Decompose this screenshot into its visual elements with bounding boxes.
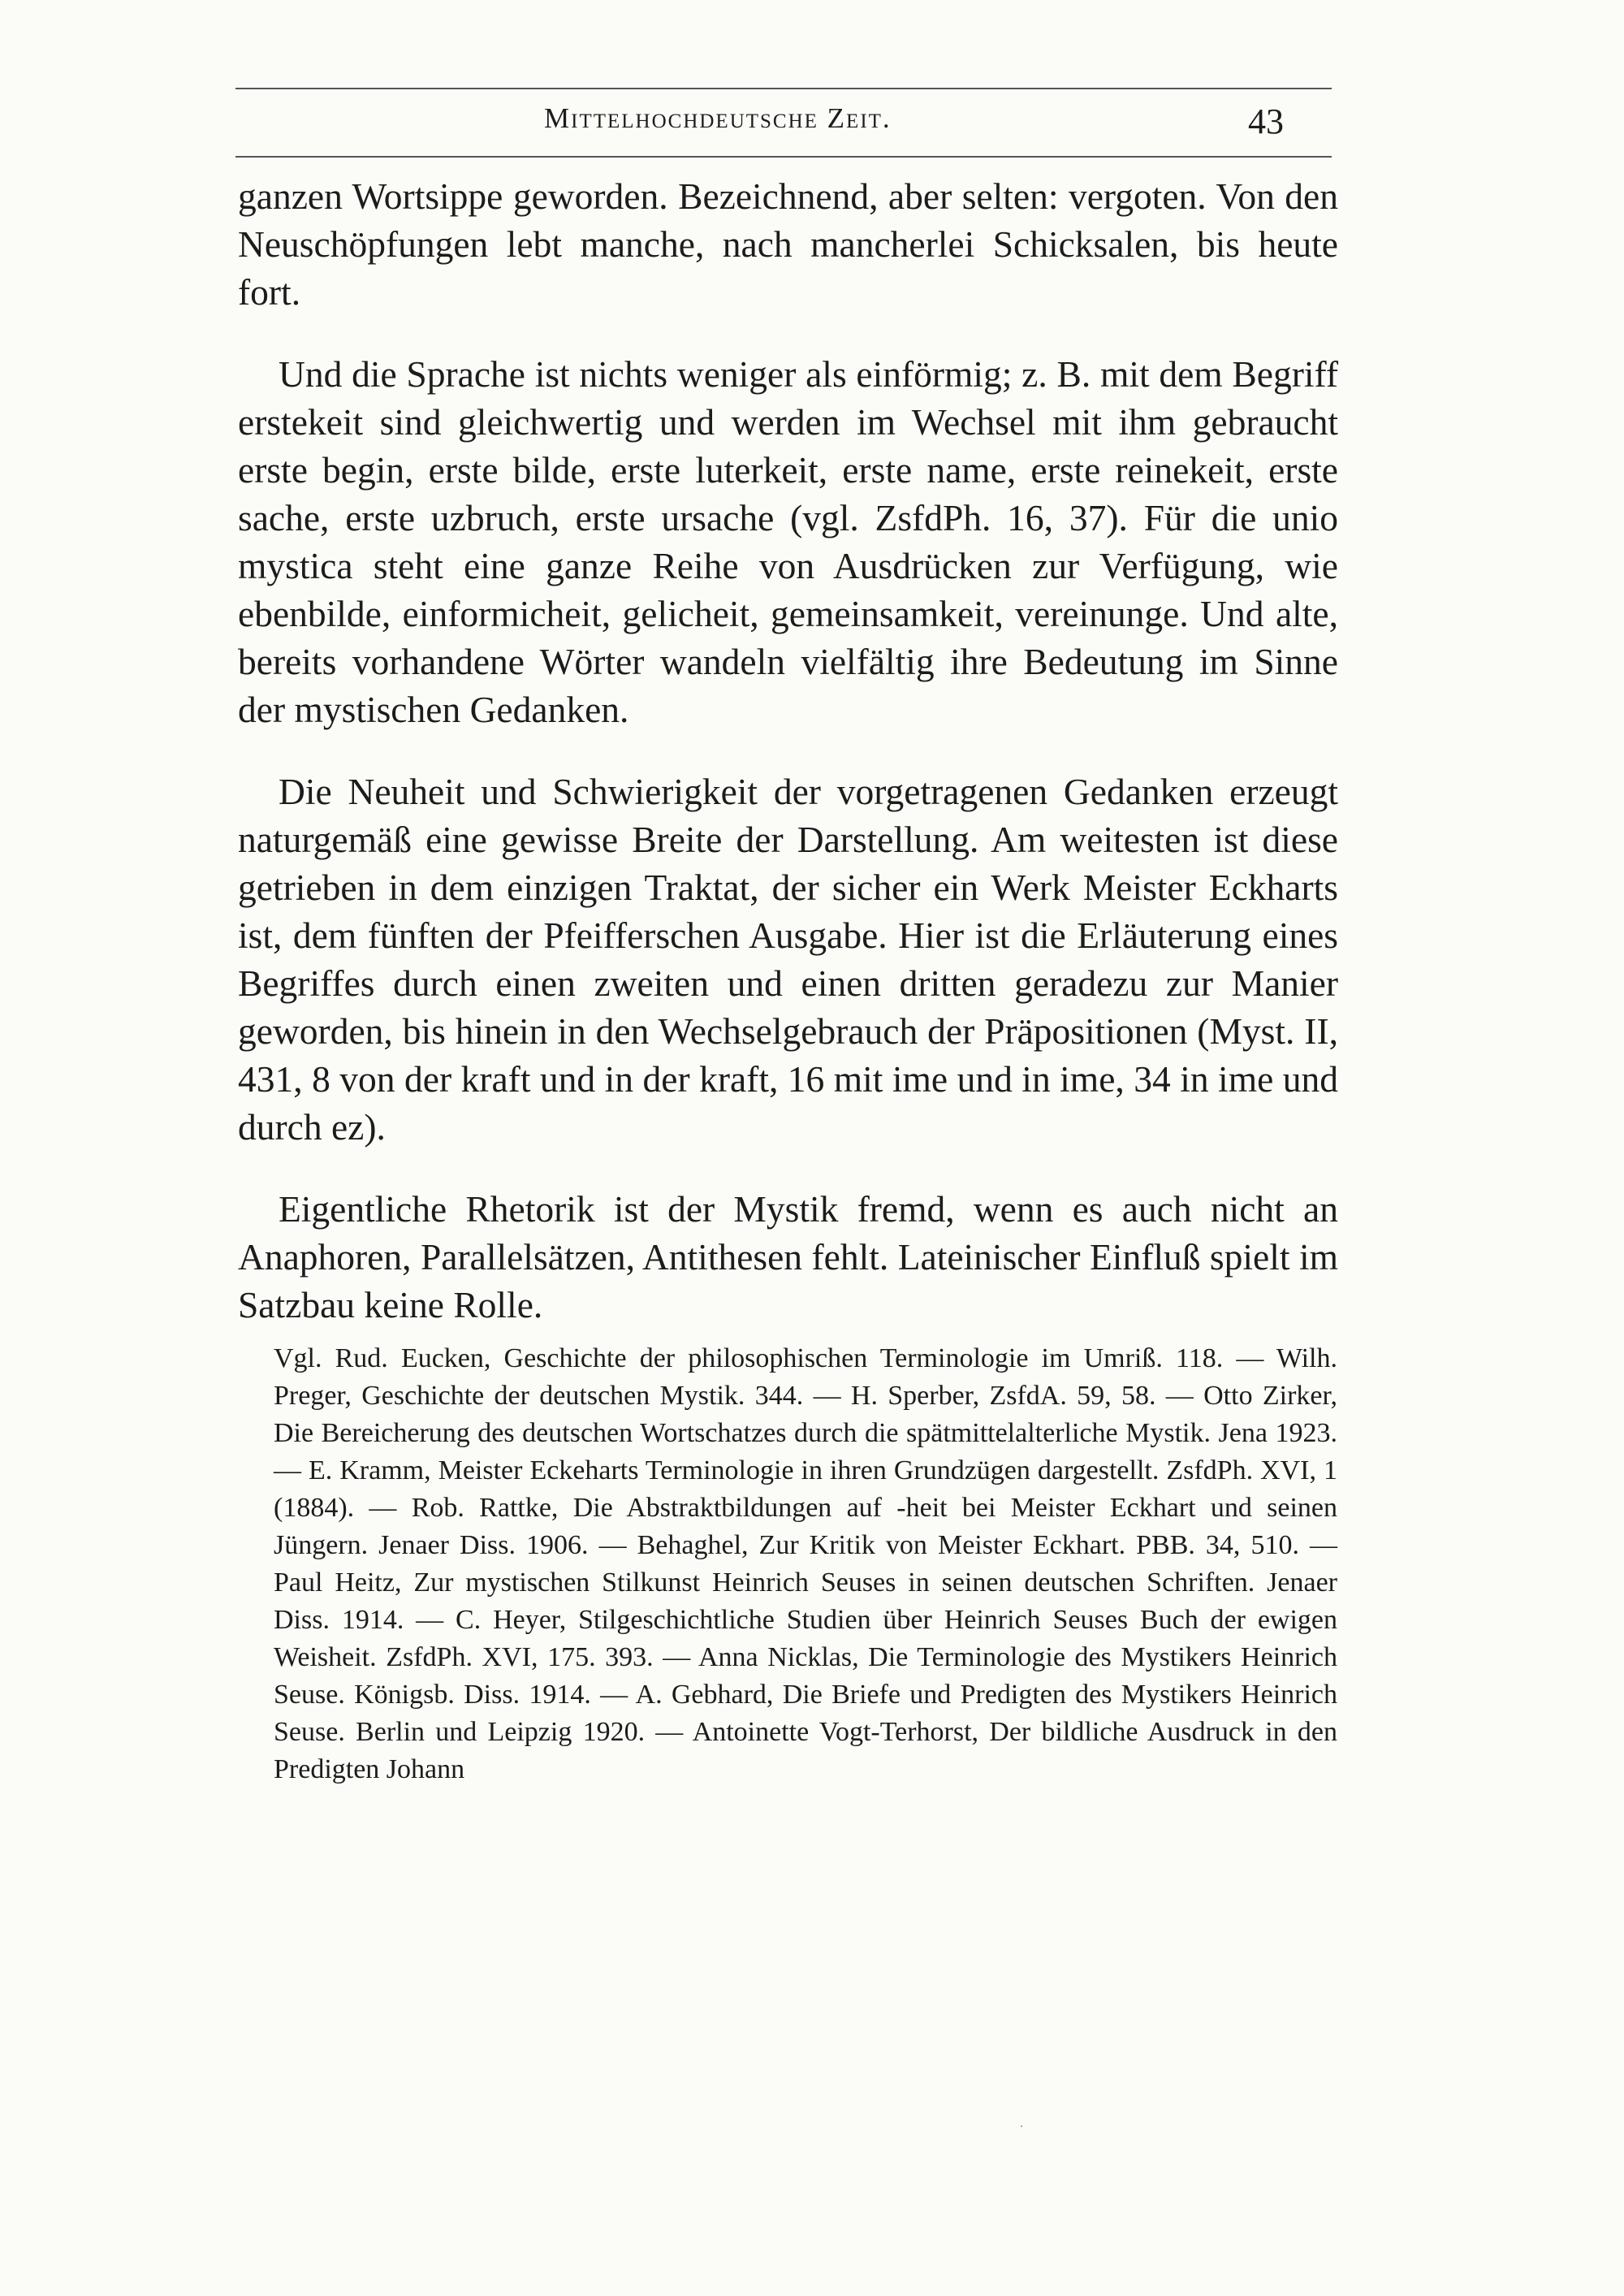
bibliography-text: Vgl. Rud. Eucken, Geschichte der philosophischen Terminologie im Umriß. 118. — Wilh. Preger, Geschichte der deutschen Mystik. 344. — H. Sperber, ZsfdA. 59, 58. — Otto Zirker, Die Bereicherung des deutschen Wortschatzes durch die spätmittelalterliche Mystik. Jena 1923. — E. Kramm, Meister Eckeharts Terminologie in ihren Grundzügen dargestellt. ZsfdPh. XVI, 1 (1884). — Rob. Rattke, Die Abstraktbildungen auf -heit bei Meister Eckhart und seinen Jüngern. Jenaer Diss. 1906. — Behaghel, Zur Kritik von Meister Eckhart. PBB. 34, 510. — Paul Heitz, Zur mystischen Stilkunst Heinrich Seuses in seinen deutschen Schriften. Jenaer Diss. 1914. — C. Heyer, Stilgeschichtliche Studien über Heinrich Seuses Buch der ewigen Weisheit. ZsfdPh. XVI, 175. 393. — Anna Nicklas, Die Terminologie des Mystikers Heinrich Seuse. Königsb. Diss. 1914. — A. Gebhard, Die Briefe und Predigten des Mystikers Heinrich Seuse. Berlin und Leipzig 1920. — Antoinette Vogt-Terhorst, Der bildliche Ausdruck in den Predigten Johann [274, 1343, 1337, 1784]
bibliography-notes [274, 1340, 1337, 1788]
paragraph-2: Und die Sprache ist nichts weniger als einförmig; z. B. mit dem Begriff erstekeit sind gleichwertig und werden im Wechsel mit ihm gebraucht erste begin, erste bilde, erste luterkeit, erste name, erste reinekeit, erste sache, erste uzbruch, erste ursache (vgl. ZsfdPh. 16, 37). Für die unio mystica steht eine ganze Reihe von Ausdrücken zur Verfügung, wie ebenbilde, einformicheit, gelicheit, gemeinsamkeit, vereinunge. Und alte, bereits vorhandene Wörter wandeln vielfältig ihre Bedeutung im Sinne der mystischen Gedanken. [238, 353, 1338, 730]
running-head: Mittelhochdeutsche Zeit. [544, 102, 892, 134]
page-number: 43 [1248, 102, 1284, 141]
print-speck: · [1019, 2118, 1024, 2134]
body-text [238, 172, 1338, 1363]
header-rule-bottom [235, 156, 1332, 158]
paragraph-1: ganzen Wortsippe geworden. Bezeichnend, aber selten: vergoten. Von den Neuschöpfungen lebt manche, nach mancherlei Schicksalen, bis heute fort. [238, 175, 1338, 313]
header-rule-top [235, 88, 1332, 89]
paragraph-4: Eigentliche Rhetorik ist der Mystik fremd, wenn es auch nicht an Anaphoren, Parallelsätzen, Antithesen fehlt. Lateinischer Einfluß spielt im Satzbau keine Rolle. [238, 1188, 1338, 1325]
paragraph-3: Die Neuheit und Schwierigkeit der vorgetragenen Gedanken erzeugt naturgemäß eine gewisse Breite der Darstellung. Am weitesten ist diese getrieben in dem einzigen Traktat, der sicher ein Werk Meister Eckharts ist, dem fünften der Pfeifferschen Ausgabe. Hier ist die Erläuterung eines Begriffes durch einen zweiten und einen dritten geradezu zur Manier geworden, bis hinein in den Wechselgebrauch der Präpositionen (Myst. II, 431, 8 von der kraft und in der kraft, 16 mit ime und in ime, 34 in ime und durch ez). [238, 771, 1338, 1148]
